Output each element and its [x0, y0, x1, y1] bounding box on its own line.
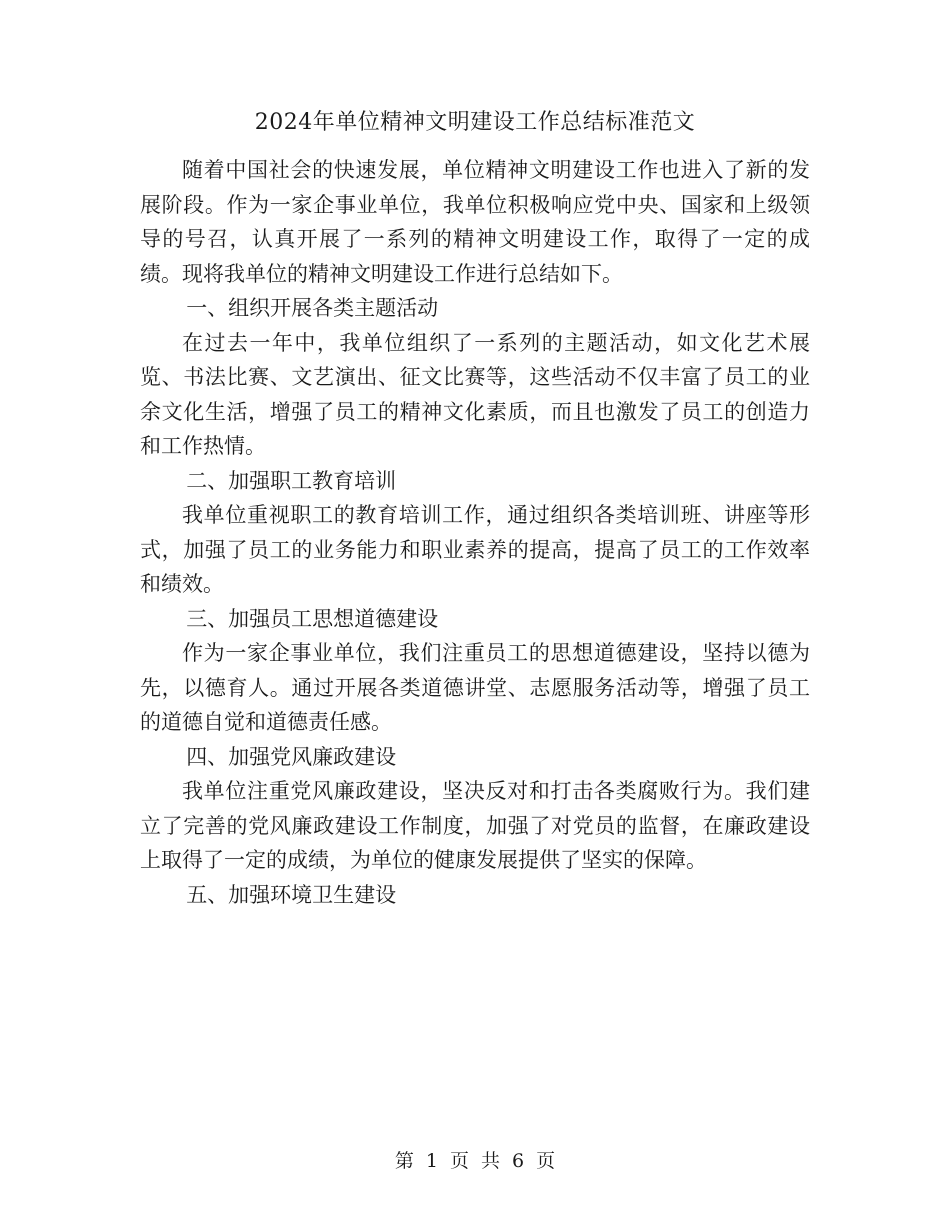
- section-paragraph-2: 我单位重视职工的教育培训工作，通过组织各类培训班、讲座等形式，加强了员工的业务能力和职业素养的提高，提高了员工的工作效率和绩效。: [140, 503, 810, 596]
- section-heading-1: 一、组织开展各类主题活动: [186, 296, 439, 320]
- section-heading-5: 五、加强环境卫生建设: [186, 882, 397, 907]
- section-heading-4: 四、加强党风廉政建设: [186, 744, 397, 769]
- page-number-footer: 第 1 页 共 6 页: [394, 1150, 556, 1172]
- document-body: [140, 153, 810, 912]
- section-paragraph-3: 作为一家企事业单位，我们注重员工的思想道德建设，坚持以德为先，以德育人。通过开展各类道德讲堂、志愿服务活动等，增强了员工的道德自觉和道德责任感。: [140, 641, 810, 734]
- document-title: 2024年单位精神文明建设工作总结标准范文: [254, 110, 696, 135]
- section-heading-2: 二、加强职工教育培训: [186, 468, 397, 493]
- section-heading-3: 三、加强员工思想道德建设: [186, 606, 439, 631]
- intro-paragraph: 随着中国社会的快速发展，单位精神文明建设工作也进入了新的发展阶段。作为一家企事业单位，我单位积极响应党中央、国家和上级领导的号召，认真开展了一系列的精神文明建设工作，取得了一定的成绩。现将我单位的精神文明建设工作进行总结如下。: [140, 158, 810, 286]
- section-paragraph-4: 我单位注重党风廉政建设，坚决反对和打击各类腐败行为。我们建立了完善的党风廉政建设工作制度，加强了对党员的监督，在廉政建设上取得了一定的成绩，为单位的健康发展提供了坚实的保障。: [140, 779, 810, 872]
- section-paragraph-1: 在过去一年中，我单位组织了一系列的主题活动，如文化艺术展览、书法比赛、文艺演出、征文比赛等，这些活动不仅丰富了员工的业余文化生活，增强了员工的精神文化素质，而且也激发了员工的创造力和工作热情。: [140, 330, 810, 458]
